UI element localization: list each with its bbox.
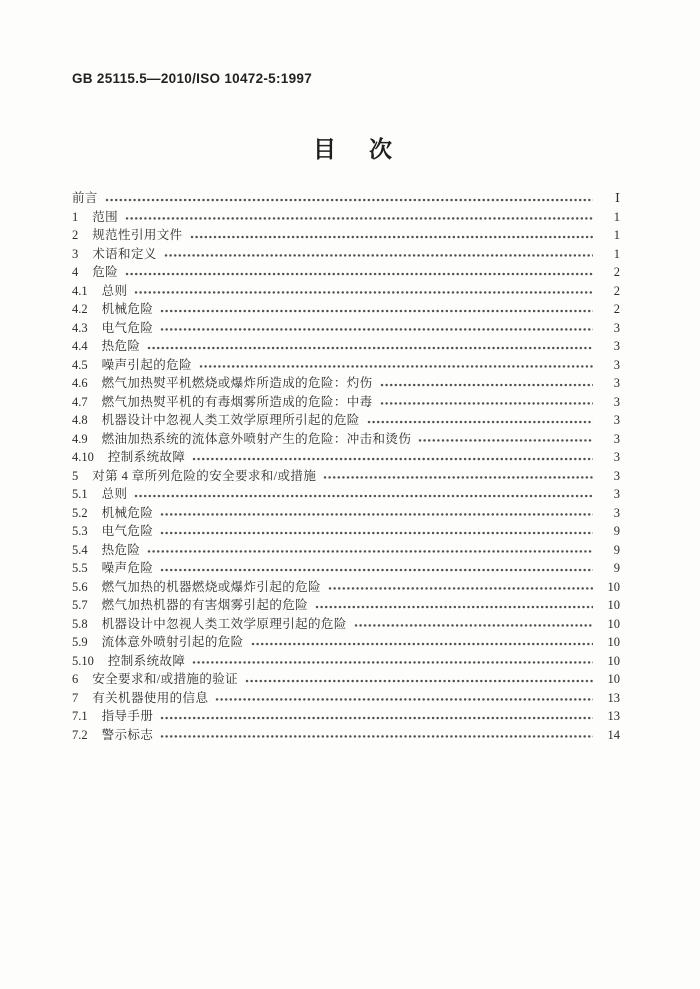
dot-leader: [160, 504, 593, 523]
toc-entry-label: 警示标志: [101, 727, 154, 742]
toc-entry-label: 噪声引起的危险: [101, 357, 192, 372]
toc-entry: [72, 448, 620, 467]
toc-entry-number: 4.1: [72, 283, 88, 298]
toc-entry-page: 3: [613, 376, 620, 390]
dot-leader: [418, 430, 593, 449]
toc-entry: [72, 578, 620, 597]
dot-leader: [354, 615, 593, 634]
toc-entry-page: 9: [613, 542, 620, 557]
toc-entry-number: 4.7: [72, 394, 88, 409]
dot-leader: [134, 282, 593, 301]
toc-entry: [72, 226, 620, 245]
toc-entry-page: 14: [607, 727, 620, 742]
toc-entry-number: 5.5: [72, 561, 88, 575]
toc-entry-label: 前言: [72, 191, 98, 205]
dot-leader: [164, 245, 593, 264]
toc-entry-number: 5.2: [72, 505, 88, 520]
toc-entry-page: 10: [607, 653, 620, 668]
toc-entry-label: 指导手册: [101, 709, 154, 723]
toc-entry: [72, 319, 620, 338]
toc-entry: [72, 504, 620, 523]
toc-entry: [72, 652, 620, 671]
toc-entry-page: 13: [607, 709, 620, 723]
toc-entry-page: 2: [613, 283, 620, 298]
toc-entry-page: Ⅰ: [615, 191, 620, 205]
toc-entry-page: 10: [607, 672, 620, 686]
page-title: 目 次: [313, 137, 397, 162]
toc-entry: [72, 189, 620, 208]
toc-entry-label: 对第 4 章所列危险的安全要求和/或措施: [92, 468, 317, 483]
toc-entry-label: 噪声危险: [101, 561, 154, 575]
toc-entry-page: 9: [613, 561, 620, 575]
toc-entry-page: 3: [613, 450, 620, 464]
toc-entry-number: 4.6: [72, 376, 88, 390]
toc-entry-number: 4: [72, 265, 79, 279]
dot-leader: [160, 559, 593, 578]
toc-entry-number: 5.6: [72, 579, 88, 594]
toc-entry: [72, 707, 620, 726]
dot-leader: [245, 670, 593, 689]
toc-entry-page: 1: [613, 246, 620, 261]
toc-entry-number: 4.4: [72, 339, 88, 353]
dot-leader: [199, 356, 593, 375]
toc-entry-label: 机械危险: [101, 302, 154, 316]
dot-leader: [160, 300, 593, 319]
dot-leader: [147, 541, 593, 560]
standard-code: GB 25115.5—2010/ISO 10472-5:1997: [72, 71, 313, 86]
toc-entry-number: 5: [72, 468, 79, 483]
toc-entry: [72, 559, 620, 578]
toc-entry-label: 电气危险: [101, 524, 154, 538]
toc-entry-page: 1: [613, 209, 620, 224]
toc-entry-page: 3: [613, 431, 620, 446]
toc-entry-page: 3: [613, 468, 620, 483]
toc-entry-label: 燃气加热熨平机的有毒烟雾所造成的危险：中毒: [101, 394, 373, 409]
toc-entry-label: 燃油加热系统的流体意外喷射产生的危险：冲击和烫伤: [101, 431, 412, 446]
toc-entry: [72, 208, 620, 227]
toc-entry-page: 2: [613, 265, 620, 279]
toc-entry-number: 5.3: [72, 524, 88, 538]
toc-entry-label: 热危险: [101, 339, 141, 353]
toc-entry: [72, 393, 620, 412]
toc-entry-label: 机器设计中忽视人类工效学原理引起的危险: [101, 616, 347, 631]
toc-entry-label: 范围: [92, 209, 119, 224]
table-of-contents: [72, 189, 620, 744]
toc-entry-label: 燃气加热的机器燃烧或爆炸引起的危险: [101, 579, 321, 594]
toc-entry-number: 5.9: [72, 635, 88, 649]
toc-entry-page: 3: [613, 320, 620, 335]
toc-entry-number: 5.8: [72, 616, 88, 631]
toc-entry-number: 7.1: [72, 709, 88, 723]
toc-entry-number: 4.9: [72, 431, 88, 446]
toc-entry-label: 热危险: [101, 542, 141, 557]
toc-entry-page: 3: [613, 339, 620, 353]
toc-entry: [72, 282, 620, 301]
toc-entry: [72, 430, 620, 449]
toc-entry: [72, 541, 620, 560]
toc-entry-page: 9: [613, 524, 620, 538]
dot-leader: [160, 319, 593, 338]
toc-entry-page: 13: [607, 690, 620, 705]
toc-entry-number: 1: [72, 209, 79, 224]
toc-entry-label: 电气危险: [101, 320, 154, 335]
toc-entry-label: 有关机器使用的信息: [92, 690, 209, 705]
dot-leader: [380, 374, 593, 393]
toc-entry-page: 3: [613, 487, 620, 501]
dot-leader: [125, 208, 593, 227]
toc-entry-label: 燃气加热机器的有害烟雾引起的危险: [101, 598, 309, 612]
toc-entry-number: 5.4: [72, 542, 88, 557]
toc-entry: [72, 337, 620, 356]
toc-entry-label: 燃气加热熨平机燃烧或爆炸所造成的危险：灼伤: [101, 376, 373, 390]
toc-entry-label: 术语和定义: [92, 246, 157, 261]
toc-entry-page: 3: [613, 413, 620, 427]
toc-entry: [72, 689, 620, 708]
dot-leader: [134, 485, 593, 504]
toc-entry-label: 控制系统故障: [107, 653, 186, 668]
toc-entry-number: 6: [72, 672, 79, 686]
dot-leader: [251, 633, 593, 652]
toc-entry-page: 3: [613, 357, 620, 372]
toc-entry: [72, 467, 620, 486]
dot-leader: [315, 596, 593, 615]
toc-entry: [72, 411, 620, 430]
toc-entry-page: 10: [607, 616, 620, 631]
toc-entry: [72, 300, 620, 319]
toc-entry-number: 4.3: [72, 320, 88, 335]
toc-entry-number: 5.10: [72, 653, 94, 668]
toc-entry-page: 10: [607, 635, 620, 649]
dot-leader: [328, 578, 593, 597]
dot-leader: [367, 411, 593, 430]
dot-leader: [125, 263, 593, 282]
dot-leader: [190, 226, 593, 245]
dot-leader: [105, 189, 593, 208]
dot-leader: [192, 448, 593, 467]
toc-entry-number: 2: [72, 228, 79, 242]
toc-entry: [72, 374, 620, 393]
toc-entry: [72, 670, 620, 689]
toc-entry: [72, 245, 620, 264]
toc-entry-number: 4.8: [72, 413, 88, 427]
toc-entry: [72, 522, 620, 541]
toc-entry-page: 1: [613, 228, 620, 242]
toc-entry-number: 7: [72, 690, 79, 705]
toc-entry: [72, 356, 620, 375]
dot-leader: [160, 522, 593, 541]
toc-entry: [72, 633, 620, 652]
toc-entry-number: 5.7: [72, 598, 88, 612]
toc-entry: [72, 726, 620, 745]
dot-leader: [380, 393, 593, 412]
toc-entry-number: 7.2: [72, 727, 88, 742]
toc-entry-label: 总则: [101, 283, 128, 298]
dot-leader: [215, 689, 593, 708]
toc-entry-label: 机械危险: [101, 505, 154, 520]
toc-entry-label: 控制系统故障: [107, 450, 186, 464]
toc-entry-page: 10: [607, 579, 620, 594]
dot-leader: [323, 467, 593, 486]
toc-entry-page: 3: [613, 505, 620, 520]
toc-entry-label: 规范性引用文件: [92, 228, 183, 242]
toc-entry-label: 危险: [92, 265, 119, 279]
toc-entry: [72, 485, 620, 504]
dot-leader: [147, 337, 593, 356]
toc-entry-number: 4.5: [72, 357, 88, 372]
toc-entry-page: 10: [607, 598, 620, 612]
dot-leader: [160, 707, 593, 726]
toc-entry-label: 总则: [101, 487, 128, 501]
toc-entry-number: 5.1: [72, 487, 88, 501]
dot-leader: [160, 726, 593, 745]
toc-entry: [72, 596, 620, 615]
toc-entry-label: 安全要求和/或措施的验证: [92, 672, 239, 686]
toc-entry-label: 机器设计中忽视人类工效学原理所引起的危险: [101, 413, 360, 427]
toc-entry-number: 4.2: [72, 302, 88, 316]
toc-entry-number: 4.10: [72, 450, 94, 464]
toc-entry-label: 流体意外喷射引起的危险: [101, 635, 244, 649]
toc-entry-page: 2: [613, 302, 620, 316]
toc-entry-page: 3: [613, 394, 620, 409]
toc-entry: [72, 263, 620, 282]
dot-leader: [192, 652, 593, 671]
toc-entry-number: 3: [72, 246, 79, 261]
toc-entry: [72, 615, 620, 634]
